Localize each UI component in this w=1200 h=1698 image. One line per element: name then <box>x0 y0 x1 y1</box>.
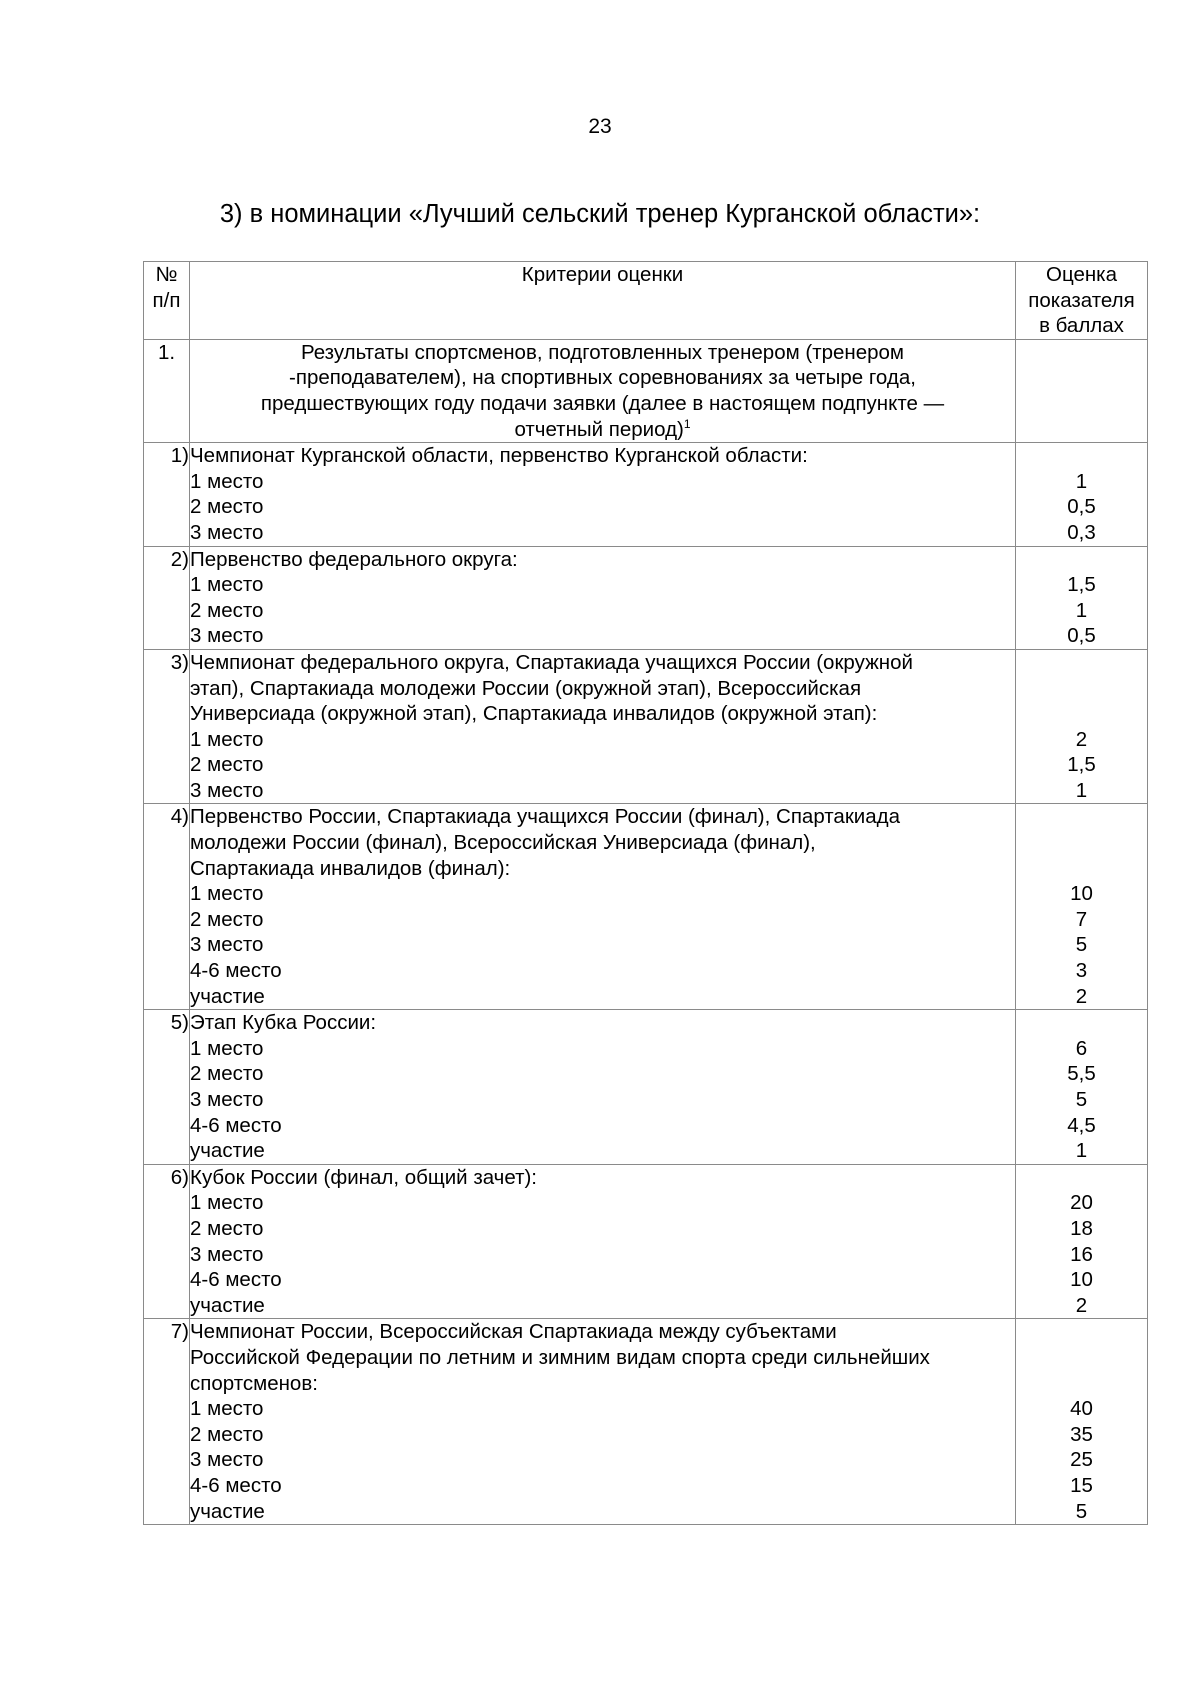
intro-criteria <box>190 339 1016 442</box>
score-spacer <box>1016 856 1147 882</box>
score-value: 6 <box>1075 1036 1088 1060</box>
place-label: 1 место <box>190 1036 264 1060</box>
score-spacer <box>1016 1345 1147 1371</box>
score-spacer <box>1016 1165 1147 1191</box>
place-label: 2 место <box>190 1216 264 1240</box>
score-spacer <box>1016 676 1147 702</box>
score-value: 25 <box>1070 1448 1093 1472</box>
score-spacer <box>1016 1010 1147 1036</box>
score-spacer <box>1016 547 1147 573</box>
score-value: 0,3 <box>1067 520 1096 544</box>
row-score <box>1016 546 1148 649</box>
criteria-title-line: Чемпионат федерального округа, Спартакиада учащихся России (окружной <box>190 650 913 674</box>
row-number: 4) <box>144 804 190 1010</box>
criteria-table <box>143 261 1148 1525</box>
table-row-intro <box>144 339 1148 442</box>
row-score <box>1016 1319 1148 1525</box>
score-value: 20 <box>1070 1191 1093 1215</box>
row-number: 3) <box>144 649 190 804</box>
score-value: 18 <box>1070 1216 1093 1240</box>
place-label: 3 место <box>190 1088 264 1111</box>
criteria-title-line: Российской Федерации по летним и зимним видам спорта среди сильнейших <box>190 1345 930 1369</box>
place-label: 2 место <box>190 907 264 931</box>
row-number: 7) <box>144 1319 190 1525</box>
place-label: 1 место <box>190 727 264 751</box>
place-label: 4-6 место <box>190 1113 282 1137</box>
place-label: 2 место <box>190 1062 264 1086</box>
table-header-row <box>144 262 1148 340</box>
row-number: 1) <box>144 443 190 546</box>
criteria-title-line: молодежи России (финал), Всероссийская Универсиада (финал), <box>190 831 816 855</box>
place-label: 2 место <box>190 1422 264 1446</box>
score-value: 10 <box>1070 1268 1093 1292</box>
score-value: 1,5 <box>1067 573 1096 597</box>
score-value: 1 <box>1075 778 1088 802</box>
table-row <box>144 443 1148 546</box>
criteria-title-line: спортсменов: <box>190 1371 318 1395</box>
score-value: 15 <box>1070 1473 1093 1497</box>
score-value: 0,5 <box>1067 495 1096 519</box>
score-spacer <box>1016 804 1147 830</box>
header-score-line: Оценка <box>1046 263 1117 286</box>
place-label: 2 место <box>190 495 264 519</box>
header-criteria: Критерии оценки <box>190 262 1016 340</box>
place-label: участие <box>190 984 265 1008</box>
score-value: 3 <box>1075 959 1088 983</box>
score-value: 1 <box>1075 469 1088 493</box>
criteria-title-line: Первенство России, Спартакиада учащихся России (финал), Спартакиада <box>190 805 901 829</box>
score-value: 5 <box>1075 1499 1088 1523</box>
score-spacer <box>1016 830 1147 856</box>
place-label: 2 место <box>190 598 264 622</box>
page-number: 23 <box>588 115 612 138</box>
place-label: 1 место <box>190 882 264 906</box>
table-row <box>144 804 1148 1010</box>
criteria-title-line: Первенство федерального округа: <box>190 547 518 571</box>
place-label: 1 место <box>190 1191 264 1215</box>
place-label: 4-6 место <box>190 1268 282 1292</box>
table-row <box>144 1164 1148 1319</box>
row-number: 2) <box>144 546 190 649</box>
criteria-title-line: Чемпионат Курганской области, первенство Курганской области: <box>190 444 808 468</box>
score-value: 7 <box>1075 907 1088 931</box>
header-number <box>144 262 190 340</box>
row-criteria <box>190 804 1016 1010</box>
place-label: 3 место <box>190 933 264 957</box>
score-value: 40 <box>1070 1397 1093 1421</box>
score-spacer <box>1016 1319 1147 1345</box>
score-value: 1,5 <box>1067 753 1096 777</box>
place-label: 3 место <box>190 520 264 544</box>
place-label: участие <box>190 1139 265 1163</box>
row-criteria <box>190 546 1016 649</box>
criteria-title-line: Кубок России (финал, общий зачет): <box>190 1165 537 1189</box>
score-value: 2 <box>1075 1293 1088 1317</box>
table-row <box>144 546 1148 649</box>
score-value: 16 <box>1070 1242 1093 1266</box>
header-number-line: № <box>155 263 178 286</box>
intro-last-line: отчетный период) <box>514 417 684 441</box>
row-criteria <box>190 1010 1016 1165</box>
score-spacer <box>1016 701 1147 727</box>
place-label: 1 место <box>190 1397 264 1421</box>
place-label: 4-6 место <box>190 959 282 983</box>
score-value: 2 <box>1075 727 1088 751</box>
score-spacer <box>1016 443 1147 469</box>
section-heading: 3) в номинации «Лучший сельский тренер Курганской области»: <box>219 200 981 228</box>
place-label: 4-6 место <box>190 1473 282 1497</box>
criteria-title-line: Чемпионат России, Всероссийская Спартакиада между субъектами <box>190 1320 837 1344</box>
place-label: 1 место <box>190 573 264 597</box>
criteria-title-line: Этап Кубка России: <box>190 1011 377 1035</box>
place-label: 3 место <box>190 1242 264 1266</box>
row-score <box>1016 443 1148 546</box>
place-label: 2 место <box>190 753 264 777</box>
table-row <box>144 649 1148 804</box>
score-value: 2 <box>1075 984 1088 1008</box>
intro-line: Результаты спортсменов, подготовленных тренером (тренером <box>300 340 905 364</box>
criteria-title-line: Спартакиада инвалидов (финал): <box>190 856 511 880</box>
intro-line: предшествующих году подачи заявки (далее в настоящем подпункте — <box>260 391 945 415</box>
row-score <box>1016 339 1148 442</box>
table-row <box>144 1010 1148 1165</box>
row-score <box>1016 1010 1148 1165</box>
intro-line <box>190 417 1015 443</box>
score-spacer <box>1016 650 1147 676</box>
row-criteria <box>190 1164 1016 1319</box>
row-criteria <box>190 443 1016 546</box>
score-value: 1 <box>1075 1139 1088 1163</box>
criteria-title-line: этап), Спартакиада молодежи России (окружной этап), Всероссийская <box>190 676 862 700</box>
place-label: участие <box>190 1499 265 1523</box>
row-score <box>1016 1164 1148 1319</box>
header-number-line: п/п <box>152 288 181 312</box>
place-label: участие <box>190 1293 265 1317</box>
score-value: 5,5 <box>1067 1062 1096 1086</box>
place-label: 3 место <box>190 624 264 648</box>
place-label: 3 место <box>190 1448 264 1472</box>
table-row <box>144 1319 1148 1525</box>
header-score-line: показателя <box>1028 288 1135 312</box>
footnote-marker: 1 <box>683 416 691 431</box>
row-criteria <box>190 649 1016 804</box>
score-value: 10 <box>1070 882 1093 906</box>
score-value: 0,5 <box>1067 624 1096 648</box>
row-number: 6) <box>144 1164 190 1319</box>
place-label: 1 место <box>190 469 264 493</box>
score-spacer <box>1016 1371 1147 1397</box>
criteria-title-line: Универсиада (окружной этап), Спартакиада инвалидов (окружной этап): <box>190 702 878 726</box>
row-number: 5) <box>144 1010 190 1165</box>
row-criteria <box>190 1319 1016 1525</box>
score-value: 35 <box>1070 1422 1093 1446</box>
score-value: 1 <box>1075 598 1088 622</box>
row-score <box>1016 649 1148 804</box>
header-score-line: в баллах <box>1039 314 1124 338</box>
score-value: 5 <box>1075 933 1088 957</box>
score-value: 4,5 <box>1067 1113 1096 1137</box>
place-label: 3 место <box>190 778 264 802</box>
row-score <box>1016 804 1148 1010</box>
intro-line: -преподавателем), на спортивных соревнованиях за четыре года, <box>289 366 916 390</box>
score-value: 5 <box>1075 1088 1088 1111</box>
row-number: 1. <box>144 339 190 442</box>
header-score <box>1016 262 1148 340</box>
